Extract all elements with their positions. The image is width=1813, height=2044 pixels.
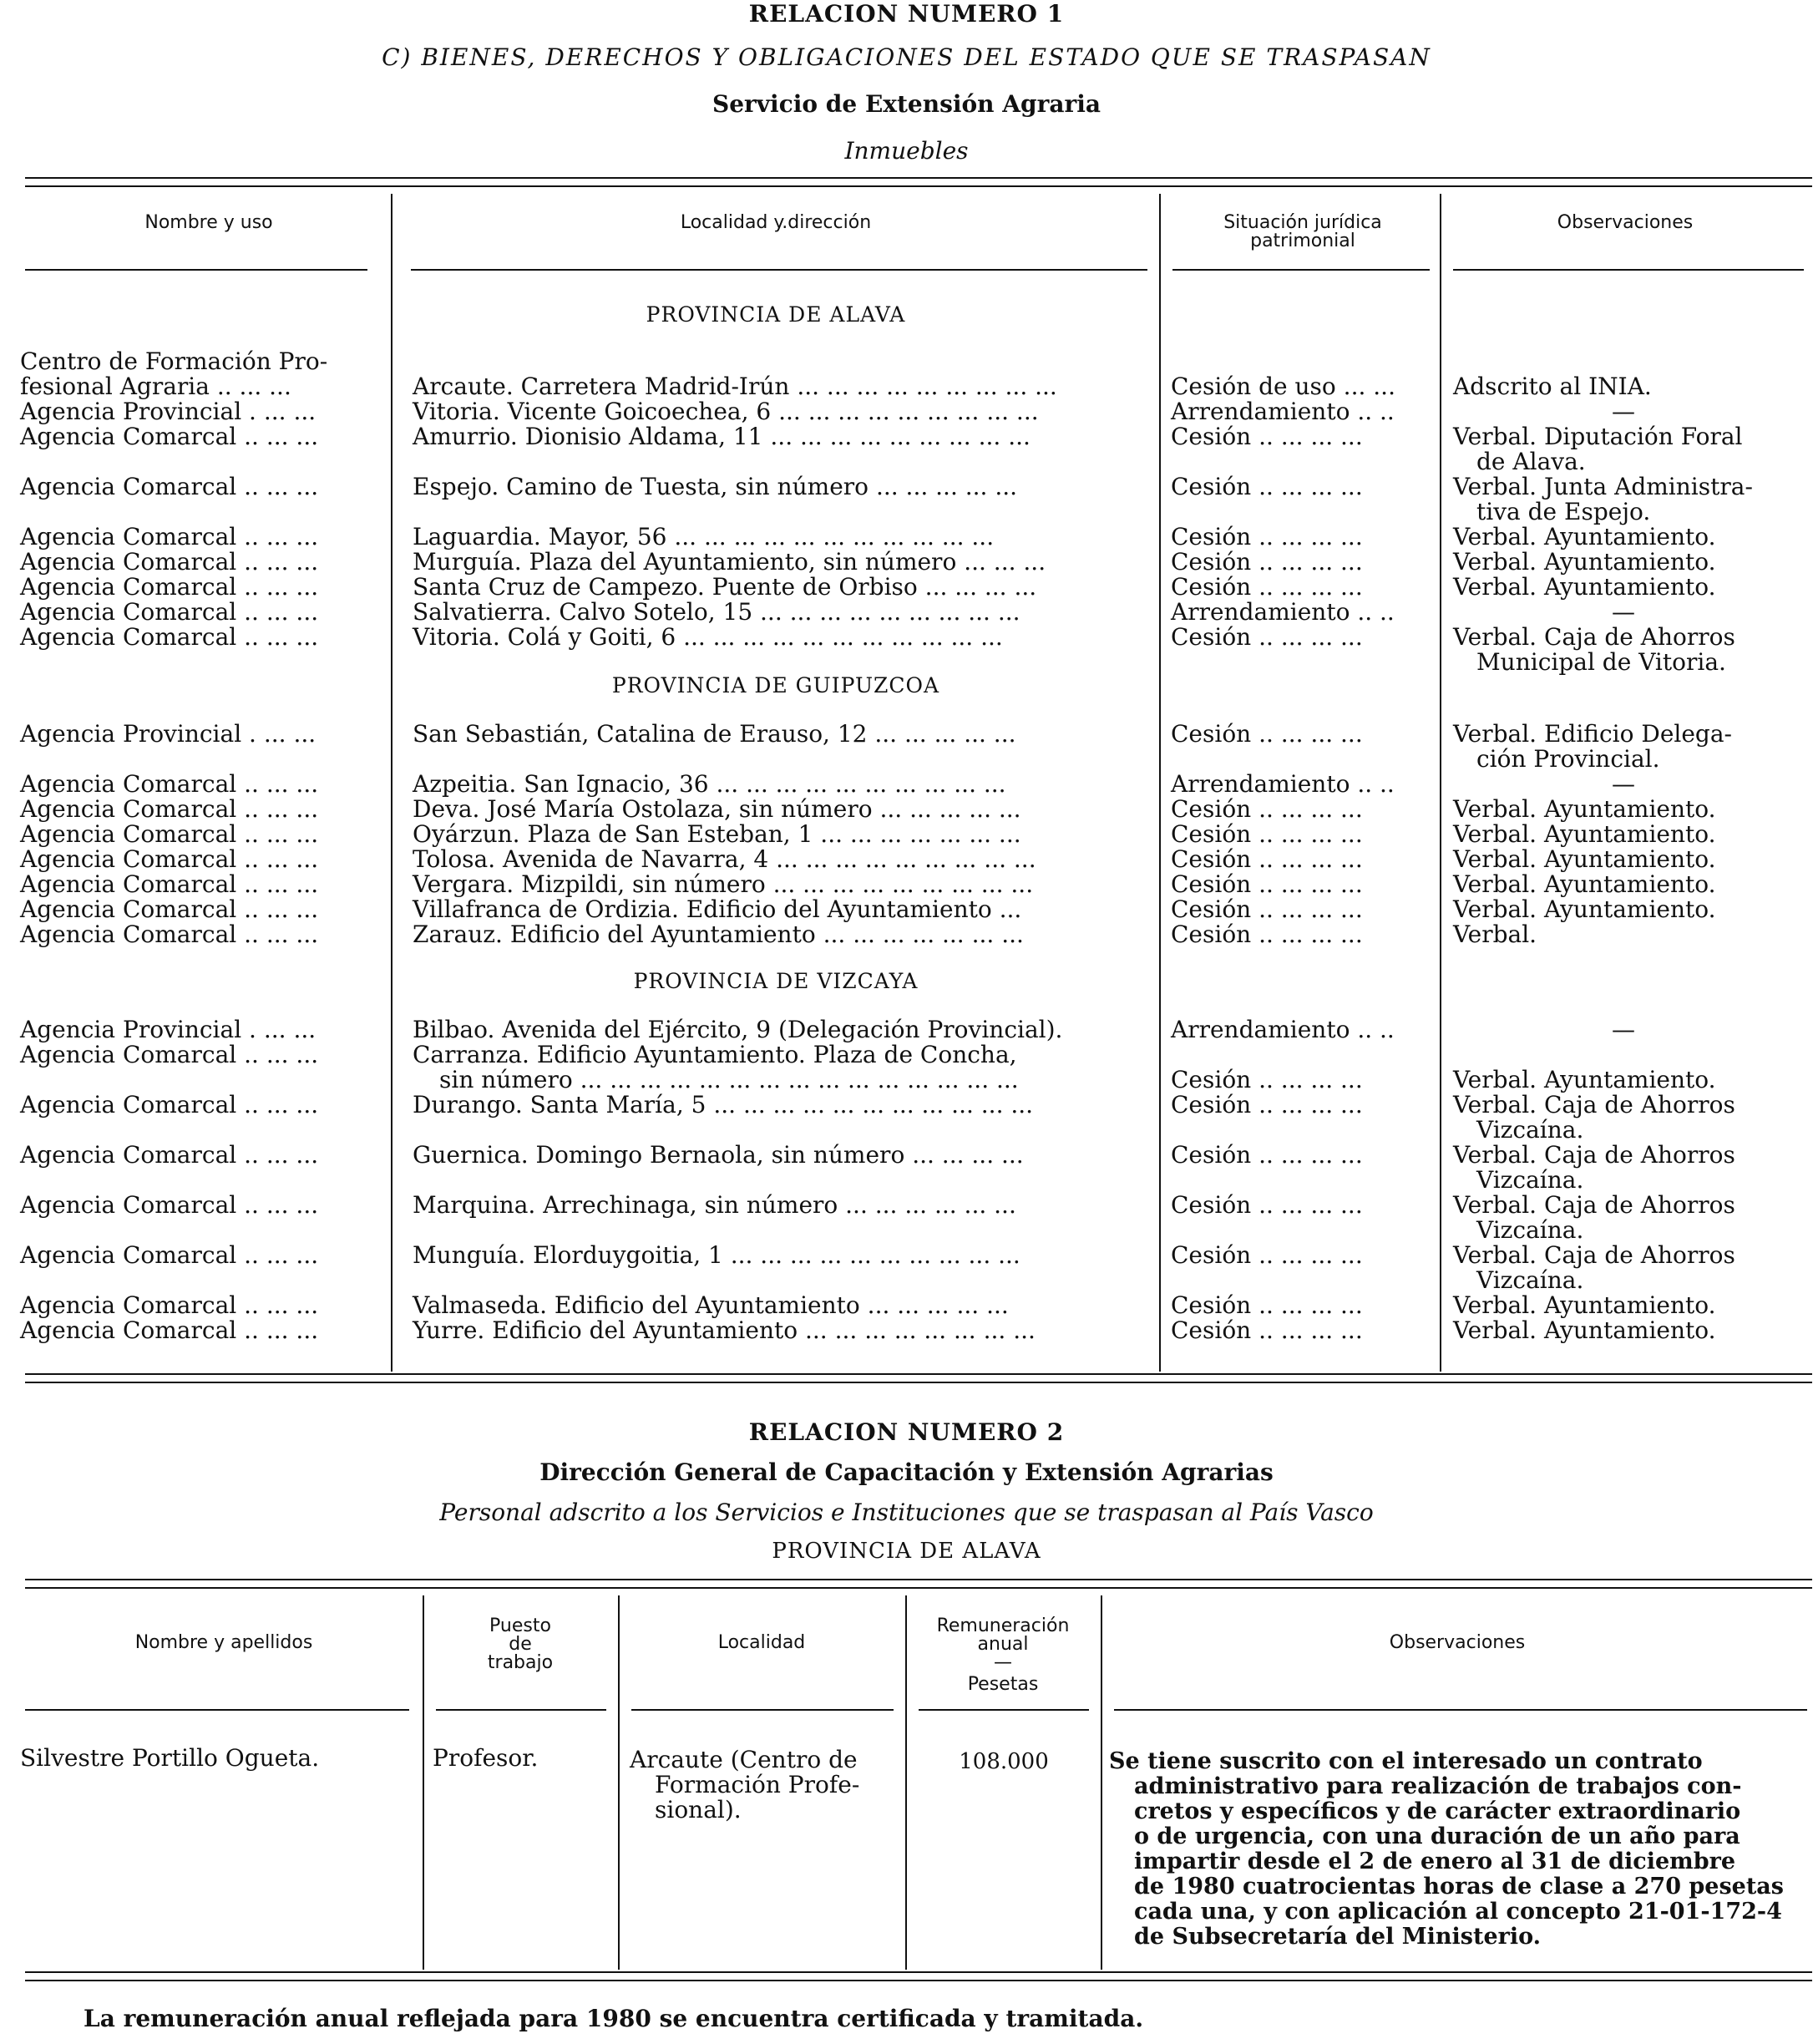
row-name: Agencia Comarcal .. ... ... xyxy=(20,1191,319,1219)
row-name: Agencia Comarcal .. ... ... xyxy=(20,473,319,500)
row-legal: Cesión .. ... ... ... xyxy=(1171,1316,1363,1344)
col-header-post-line: Puesto xyxy=(489,1615,551,1636)
row-name: Agencia Comarcal .. ... ... xyxy=(20,820,319,848)
row-locality: Munguía. Elorduygoitia, 1 ... ... ... ... ... ... ... ... ... ... xyxy=(413,1241,1020,1269)
row-legal: Arrendamiento .. .. xyxy=(1171,398,1395,425)
row-name: Agencia Comarcal .. ... ... xyxy=(20,573,319,601)
row-name: Agencia Provincial . ... ... xyxy=(20,398,317,425)
footnote: La remuneración anual reflejada para 1980 se encuentra certificada y tramitada. xyxy=(84,2005,1144,2032)
row-observation-cont: tiva de Espejo. xyxy=(1476,498,1651,525)
row-name: Agencia Comarcal .. ... ... xyxy=(20,1291,319,1319)
row-observation: Verbal. Caja de Ahorros xyxy=(1453,1141,1735,1169)
column-divider xyxy=(1159,194,1161,1372)
row-legal: Cesión .. ... ... ... xyxy=(1171,820,1363,848)
col-header-post-line: de xyxy=(509,1634,532,1655)
row-legal: Cesión .. ... ... ... xyxy=(1171,473,1363,500)
province-heading: PROVINCIA DE GUIPUZCOA xyxy=(611,673,940,697)
header-underline xyxy=(919,1709,1089,1711)
column-divider xyxy=(391,194,392,1372)
row-observation: — xyxy=(1612,770,1635,798)
row-legal: Cesión .. ... ... ... xyxy=(1171,623,1363,651)
col-header-remuneration xyxy=(907,1617,1099,1694)
row-locality: Laguardia. Mayor, 56 ... ... ... ... ... ... ... ... ... ... ... xyxy=(413,523,995,550)
row-observation: — xyxy=(1612,1016,1635,1043)
row-legal: Cesión .. ... ... ... xyxy=(1171,1291,1363,1319)
row-legal: Cesión .. ... ... ... xyxy=(1171,870,1363,898)
row-legal: Cesión .. ... ... ... xyxy=(1171,573,1363,601)
row-locality-cont: sin número ... ... ... ... ... ... ... ... ... ... ... ... ... ... ... xyxy=(439,1066,1019,1093)
row-locality: Santa Cruz de Campezo. Puente de Orbiso ... ... ... ... xyxy=(413,573,1037,601)
row-observation: Verbal. Ayuntamiento. xyxy=(1453,1316,1716,1344)
col-header-rem-dash: — xyxy=(994,1652,1012,1673)
row-locality: Espejo. Camino de Tuesta, sin número ... ... ... ... ... xyxy=(413,473,1018,500)
row-locality: Deva. José María Ostolaza, sin número ... ... ... ... ... xyxy=(413,795,1021,823)
row-locality: Amurrio. Dionisio Aldama, 11 ... ... ... ... ... ... ... ... ... xyxy=(413,423,1031,450)
row-observation: Verbal. Ayuntamiento. xyxy=(1453,1066,1716,1093)
header-underline xyxy=(25,269,367,271)
row-legal: Cesión .. ... ... ... xyxy=(1171,1066,1363,1093)
col-header-name: Nombre y apellidos xyxy=(134,1632,313,1653)
rule xyxy=(25,1382,1812,1383)
row-name: Agencia Comarcal .. ... ... xyxy=(20,1316,319,1344)
col-header-locality: Localidad y.dirección xyxy=(680,212,872,233)
row-locality: Arcaute. Carretera Madrid-Irún ... ... ... ... ... ... ... ... ... xyxy=(413,373,1057,400)
person-name: Silvestre Portillo Ogueta. xyxy=(20,1744,320,1772)
row-legal: Cesión de uso ... ... xyxy=(1171,373,1395,400)
row-locality: Zarauz. Edificio del Ayuntamiento ... ... ... ... ... ... ... xyxy=(413,921,1024,948)
row-observation-cont: Vizcaína. xyxy=(1476,1116,1584,1144)
col-header-locality: Localidad xyxy=(717,1632,806,1653)
row-observation: Verbal. Ayuntamiento. xyxy=(1453,523,1716,550)
row-observation: Verbal. Junta Administra- xyxy=(1453,473,1753,500)
header-underline xyxy=(631,1709,894,1711)
row-observation-cont: de Alava. xyxy=(1476,448,1586,475)
row-name: Agencia Comarcal .. ... ... xyxy=(20,870,319,898)
row-locality: Azpeitia. San Ignacio, 36 ... ... ... ... ... ... ... ... ... ... xyxy=(413,770,1006,798)
row-locality: Vitoria. Vicente Goicoechea, 6 ... ... ... ... ... ... ... ... ... xyxy=(413,398,1039,425)
row-observation: Verbal. Ayuntamiento. xyxy=(1453,548,1716,576)
row-locality: Durango. Santa María, 5 ... ... ... ... ... ... ... ... ... ... ... xyxy=(413,1091,1034,1118)
row-name: Agencia Comarcal .. ... ... xyxy=(20,921,319,948)
rule xyxy=(25,1579,1812,1580)
row-name: Agencia Comarcal .. ... ... xyxy=(20,1041,319,1068)
rel1-title: RELACION NUMERO 1 xyxy=(748,0,1065,28)
row-observation: Verbal. Ayuntamiento. xyxy=(1453,845,1716,873)
row-legal: Cesión .. ... ... ... xyxy=(1171,1241,1363,1269)
row-observation: — xyxy=(1612,398,1635,425)
row-locality: Vergara. Mizpildi, sin número ... ... ... ... ... ... ... ... ... xyxy=(413,870,1034,898)
row-name: Agencia Comarcal .. ... ... xyxy=(20,1241,319,1269)
row-legal: Cesión .. ... ... ... xyxy=(1171,1141,1363,1169)
header-underline xyxy=(436,1709,606,1711)
row-legal: Arrendamiento .. .. xyxy=(1171,1016,1395,1043)
person-locality: Arcaute (Centro de xyxy=(630,1746,858,1773)
observation-line: cada una, y con aplicación al concepto 21-01-172-4 xyxy=(1134,1899,1782,1925)
row-legal: Arrendamiento .. .. xyxy=(1171,598,1395,626)
row-name: Centro de Formación Pro- xyxy=(20,347,328,375)
col-header-rem-line: anual xyxy=(977,1634,1029,1655)
row-locality: Yurre. Edificio del Ayuntamiento ... ... ... ... ... ... ... ... xyxy=(413,1316,1036,1344)
row-legal: Cesión .. ... ... ... xyxy=(1171,523,1363,550)
rule xyxy=(25,185,1812,187)
row-locality: San Sebastián, Catalina de Erauso, 12 ... ... ... ... ... xyxy=(413,720,1016,748)
row-name: fesional Agraria .. ... ... xyxy=(20,373,291,400)
header-underline xyxy=(411,269,1147,271)
observation-line: Se tiene suscrito con el interesado un contrato xyxy=(1109,1748,1703,1774)
observation-text xyxy=(1109,1749,1784,1950)
col-header-legal: Situación jurídica patrimonial xyxy=(1223,212,1382,251)
row-observation-cont: ción Provincial. xyxy=(1476,745,1660,773)
rule xyxy=(25,1373,1812,1375)
row-observation-cont: Vizcaína. xyxy=(1476,1266,1584,1294)
row-observation: Verbal. Diputación Foral xyxy=(1453,423,1743,450)
person-locality-cont: Formación Profe- xyxy=(655,1771,860,1798)
row-locality: Guernica. Domingo Bernaola, sin número ... ... ... ... xyxy=(413,1141,1024,1169)
rel2-province: PROVINCIA DE ALAVA xyxy=(772,1539,1041,1564)
row-observation: Verbal. Ayuntamiento. xyxy=(1453,895,1716,923)
row-legal: Cesión .. ... ... ... xyxy=(1171,1191,1363,1219)
row-legal: Cesión .. ... ... ... xyxy=(1171,548,1363,576)
row-locality: Valmaseda. Edificio del Ayuntamiento ... ... ... ... ... xyxy=(413,1291,1009,1319)
header-underline xyxy=(1114,1709,1807,1711)
header-underline xyxy=(25,1709,409,1711)
row-observation: Verbal. Ayuntamiento. xyxy=(1453,795,1716,823)
row-observation-cont: Municipal de Vitoria. xyxy=(1476,648,1726,676)
row-name: Agencia Comarcal .. ... ... xyxy=(20,423,319,450)
rel2-directorate: Dirección General de Capacitación y Extensión Agrarias xyxy=(539,1458,1274,1486)
row-legal: Cesión .. ... ... ... xyxy=(1171,423,1363,450)
row-name: Agencia Comarcal .. ... ... xyxy=(20,523,319,550)
row-name: Agencia Comarcal .. ... ... xyxy=(20,795,319,823)
rel1-service: Servicio de Extensión Agraria xyxy=(712,90,1101,118)
row-name: Agencia Comarcal .. ... ... xyxy=(20,845,319,873)
row-observation: Verbal. Ayuntamiento. xyxy=(1453,1291,1716,1319)
row-locality: Salvatierra. Calvo Sotelo, 15 ... ... ... ... ... ... ... ... ... xyxy=(413,598,1020,626)
row-legal: Cesión .. ... ... ... xyxy=(1171,795,1363,823)
row-name: Agencia Provincial . ... ... xyxy=(20,720,317,748)
col-header-post-line: trabajo xyxy=(487,1652,554,1673)
observation-line: cretos y específicos y de carácter extraordinario xyxy=(1134,1798,1741,1824)
province-heading: PROVINCIA DE ALAVA xyxy=(646,302,906,327)
person-locality-cont: sional). xyxy=(655,1796,742,1823)
row-observation-cont: Vizcaína. xyxy=(1476,1166,1584,1194)
row-observation: Verbal. Ayuntamiento. xyxy=(1453,573,1716,601)
row-locality: Villafranca de Ordizia. Edificio del Ayuntamiento ... xyxy=(413,895,1022,923)
row-name: Agencia Provincial . ... ... xyxy=(20,1016,317,1043)
rel2-staff: Personal adscrito a los Servicios e Instituciones que se traspasan al País Vasco xyxy=(439,1499,1374,1526)
rel1-subtitle: C) BIENES, DERECHOS Y OBLIGACIONES DEL ESTADO QUE SE TRASPASAN xyxy=(382,43,1431,71)
row-locality: Tolosa. Avenida de Navarra, 4 ... ... ... ... ... ... ... ... ... xyxy=(413,845,1036,873)
header-underline xyxy=(1172,269,1430,271)
row-observation: Verbal. Edificio Delega- xyxy=(1453,720,1732,748)
col-header-name: Nombre y uso xyxy=(144,212,273,233)
row-legal: Cesión .. ... ... ... xyxy=(1171,845,1363,873)
row-legal: Arrendamiento .. .. xyxy=(1171,770,1395,798)
row-observation: Verbal. Caja de Ahorros xyxy=(1453,1241,1735,1269)
row-observation: Verbal. Ayuntamiento. xyxy=(1453,870,1716,898)
row-name: Agencia Comarcal .. ... ... xyxy=(20,623,319,651)
row-name: Agencia Comarcal .. ... ... xyxy=(20,1141,319,1169)
row-locality: Carranza. Edificio Ayuntamiento. Plaza de Concha, xyxy=(413,1041,1017,1068)
row-legal: Cesión .. ... ... ... xyxy=(1171,895,1363,923)
row-observation: Verbal. xyxy=(1453,921,1537,948)
row-observation: Adscrito al INIA. xyxy=(1453,373,1652,400)
header-underline xyxy=(1453,269,1804,271)
row-name: Agencia Comarcal .. ... ... xyxy=(20,770,319,798)
row-name: Agencia Comarcal .. ... ... xyxy=(20,598,319,626)
row-observation: Verbal. Caja de Ahorros xyxy=(1453,1091,1735,1118)
observation-line: administrativo para realización de trabajos con- xyxy=(1134,1773,1742,1799)
rule xyxy=(25,1587,1812,1589)
rule xyxy=(25,1971,1812,1973)
person-post: Profesor. xyxy=(433,1744,539,1772)
row-legal: Cesión .. ... ... ... xyxy=(1171,921,1363,948)
col-header-rem-line: Pesetas xyxy=(967,1674,1039,1695)
row-name: Agencia Comarcal .. ... ... xyxy=(20,1091,319,1118)
rule xyxy=(25,1980,1812,1981)
row-observation: Verbal. Caja de Ahorros xyxy=(1453,623,1735,651)
rule xyxy=(25,177,1812,179)
row-locality: Oyárzun. Plaza de San Esteban, 1 ... ... ... ... ... ... ... xyxy=(413,820,1021,848)
observation-line: impartir desde el 2 de enero al 31 de diciembre xyxy=(1134,1849,1736,1874)
rel2-title: RELACION NUMERO 2 xyxy=(748,1418,1065,1446)
row-observation: Verbal. Ayuntamiento. xyxy=(1453,820,1716,848)
row-locality: Marquina. Arrechinaga, sin número ... ... ... ... ... ... xyxy=(413,1191,1016,1219)
row-observation: — xyxy=(1612,598,1635,626)
col-header-observations: Observaciones xyxy=(1557,212,1694,233)
observation-line: de 1980 cuatrocientas horas de clase a 270 pesetas xyxy=(1134,1874,1784,1899)
col-header-observations: Observaciones xyxy=(1389,1632,1526,1653)
row-observation-cont: Vizcaína. xyxy=(1476,1216,1584,1244)
rel1-category: Inmuebles xyxy=(844,137,969,165)
person-remuneration: 108.000 xyxy=(959,1749,1049,1774)
row-legal: Cesión .. ... ... ... xyxy=(1171,720,1363,748)
province-heading: PROVINCIA DE VIZCAYA xyxy=(633,969,919,993)
observation-line: de Subsecretaría del Ministerio. xyxy=(1134,1924,1542,1950)
row-observation: Verbal. Caja de Ahorros xyxy=(1453,1191,1735,1219)
row-legal: Cesión .. ... ... ... xyxy=(1171,1091,1363,1118)
row-name: Agencia Comarcal .. ... ... xyxy=(20,548,319,576)
column-divider xyxy=(1440,194,1441,1372)
col-header-rem-line: Remuneración xyxy=(936,1615,1070,1636)
row-locality: Bilbao. Avenida del Ejército, 9 (Delegación Provincial). xyxy=(413,1016,1063,1043)
observation-line: o de urgencia, con una duración de un año para xyxy=(1134,1823,1740,1849)
row-locality: Murguía. Plaza del Ayuntamiento, sin número ... ... ... xyxy=(413,548,1046,576)
row-name: Agencia Comarcal .. ... ... xyxy=(20,895,319,923)
col-header-post xyxy=(424,1617,616,1672)
row-locality: Vitoria. Colá y Goiti, 6 ... ... ... ... ... ... ... ... ... ... ... xyxy=(413,623,1003,651)
